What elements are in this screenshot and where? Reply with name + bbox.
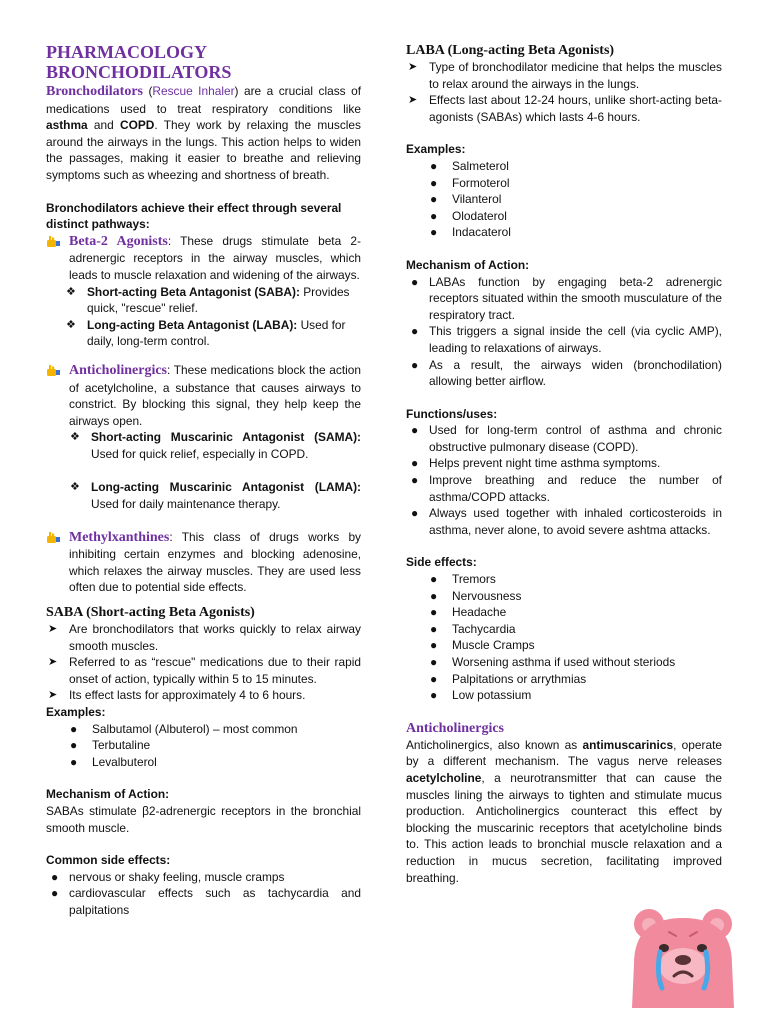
laba-side-effect: Tremors (452, 572, 496, 587)
list-item (406, 175, 722, 192)
list-item (406, 455, 722, 472)
arrow-right-icon: ➤ (48, 623, 58, 636)
dot-icon: ● (430, 638, 438, 653)
dot-icon: ● (411, 324, 419, 339)
saba-example: Levalbuterol (92, 754, 157, 769)
title-line-2: BRONCHODILATORS (46, 61, 232, 82)
diamond-icon: ❖ (70, 481, 80, 494)
saba-se-label: Common side effects: (46, 853, 171, 868)
dot-icon: ● (430, 225, 438, 240)
beta2-sub-laba-text: Used for daily, long-term control. (87, 317, 346, 349)
antichol-term: Anticholinergics (69, 362, 167, 378)
antichol-bold-2: acetylcholine (406, 770, 482, 785)
saba-points (46, 621, 361, 704)
dot-icon: ● (430, 688, 438, 703)
laba-side-effect: Low potassium (452, 688, 532, 703)
methyl-section (46, 529, 361, 596)
dot-icon: ● (411, 456, 419, 471)
antichol-sub-lama-bold: Long-acting Muscarinic Antagonist (LAMA): (91, 480, 361, 495)
beta2-sub-saba (46, 284, 361, 317)
beta2-sublist (46, 284, 361, 350)
laba-example: Olodaterol (452, 208, 507, 223)
saba-point (46, 621, 361, 654)
laba-function: Improve breathing and reduce the number of asthma/COPD attacks. (429, 473, 722, 504)
arrow-right-icon: ➤ (408, 94, 418, 107)
list-item (406, 637, 722, 654)
antichol-paragraph (406, 737, 722, 886)
antichol-heading: Anticholinergics (406, 720, 504, 736)
saba-examples-label: Examples: (46, 705, 106, 719)
dot-icon: ● (430, 671, 438, 686)
list-item (46, 721, 361, 738)
saba-point-text: Referred to as “rescue" medications due to their rapid onset of action, typically within 5 to 15 minutes. (69, 655, 361, 686)
antichol-item (46, 362, 361, 429)
beta2-sub-saba-text: Provides quick, "rescue" relief. (87, 284, 350, 316)
saba-side-effect: nervous or shaky feeling, muscle cramps (69, 869, 285, 884)
diamond-icon: ❖ (70, 431, 80, 444)
list-item (406, 621, 722, 638)
list-item (46, 737, 361, 754)
right-column (406, 42, 722, 886)
laba-moa-label: Mechanism of Action: (406, 257, 530, 272)
laba-se-label: Side effects: (406, 555, 477, 570)
beta2-text: : These drugs stimulate beta 2-adrenergic receptors in the airway muscles, which leads to muscle relaxation and widening of the airways. (69, 233, 361, 282)
antichol-sub-lama (50, 479, 361, 512)
dot-icon: ● (70, 738, 78, 753)
pointing-hand-icon (46, 531, 61, 544)
dot-icon: ● (411, 357, 419, 372)
laba-point-text: Effects last about 12-24 hours, unlike short-acting beta-agonists (SABAs) which lasts 4-6 hours. (429, 93, 722, 124)
laba-functions (406, 422, 722, 538)
list-item (406, 224, 722, 241)
beta2-item (46, 233, 361, 284)
laba-example: Indacaterol (452, 225, 511, 240)
laba-side-effect: Nervousness (452, 588, 522, 603)
intro-paren-open: ( (142, 84, 153, 98)
saba-point-text: Are bronchodilators that works quickly to relax airway smooth muscles. (69, 622, 361, 653)
left-column (46, 40, 361, 919)
antichol-text-3: , a neurotransmitter that can cause the muscles lining the airways to tighten and stimulate mucus production. Anticholinergics counteract this effect by blocking the muscarinic receptors that acetylcholine binds to. This action leads to bronchial muscle relaxation and a reduction in mucus secretion, facilitating improved breathing. (406, 770, 722, 885)
list-item (46, 885, 361, 918)
list-item (46, 869, 361, 886)
intro-copd: COPD (120, 118, 155, 133)
arrow-right-icon: ➤ (408, 61, 418, 73)
dot-icon: ● (411, 473, 419, 488)
title-line-1: PHARMACOLOGY (46, 42, 207, 62)
laba-moa (406, 274, 722, 390)
antichol-sub-sama-bold: Short-acting Muscarinic Antagonist (SAMA): (91, 430, 361, 445)
antichol-sub-lama-text: Used for daily maintenance therapy. (91, 497, 281, 512)
dot-icon: ● (430, 208, 438, 223)
laba-side-effect: Muscle Cramps (452, 638, 535, 653)
laba-heading: LABA (Long-acting Beta Agonists) (406, 43, 615, 58)
antichol-sub-sama-text: Used for quick relief, especially in COPD. (91, 446, 309, 461)
laba-side-effect: Worsening asthma if used without steriods (452, 655, 676, 669)
list-item (406, 687, 722, 704)
intro-text-1: are a crucial class of medications used to treat respiratory conditions like (46, 84, 361, 116)
laba-function: Always used together with inhaled corticosteroids in asthma, never alone, to avoid severe ashtma attacks. (429, 506, 722, 537)
dot-icon: ● (430, 655, 438, 669)
beta2-sub-laba (46, 317, 361, 350)
intro-term: Bronchodilators (46, 84, 143, 99)
dot-icon: ● (70, 721, 78, 736)
pointing-hand-icon (46, 364, 61, 377)
beta2-section (46, 233, 361, 284)
list-item (406, 654, 722, 671)
saba-moa-label: Mechanism of Action: (46, 787, 170, 802)
saba-point (46, 654, 361, 687)
dot-icon: ● (411, 423, 419, 438)
dot-icon: ● (430, 588, 438, 603)
list-item (406, 588, 722, 605)
laba-point (406, 59, 722, 92)
dot-icon: ● (430, 175, 438, 190)
list-item (406, 274, 722, 324)
laba-examples (406, 158, 722, 241)
diamond-icon: ❖ (66, 318, 76, 331)
pointing-hand-icon (46, 235, 61, 248)
laba-side-effect: Palpitations or arrythmias (452, 671, 587, 686)
beta2-sub-saba-bold: Short-acting Beta Antagonist (SABA): (87, 284, 300, 299)
saba-side-effects (46, 869, 361, 919)
intro-rescue: Rescue Inhaler (152, 84, 235, 98)
laba-moa-item: This triggers a signal inside the cell (via cyclic AMP), leading to relaxations of airways. (429, 324, 722, 355)
page-title (46, 43, 361, 82)
laba-function: Helps prevent night time asthma symptoms. (429, 456, 661, 471)
dot-icon: ● (430, 621, 438, 636)
laba-side-effect: Tachycardia (452, 621, 516, 636)
beta2-term: Beta-2 Agonists (69, 233, 168, 249)
dot-icon: ● (430, 158, 438, 173)
list-item (406, 323, 722, 356)
laba-moa-item: As a result, the airways widen (bronchodilation) allowing better airflow. (429, 357, 722, 389)
saba-example: Terbutaline (92, 738, 151, 753)
laba-moa-item: LABAs function by engaging beta-2 adrenergic receptors situated within the smooth musculature of the respiratory tract. (429, 274, 722, 322)
laba-points (406, 59, 722, 125)
dot-icon: ● (70, 754, 78, 769)
list-item (406, 158, 722, 175)
methyl-term: Methylxanthines (69, 529, 170, 545)
saba-heading: SABA (Short-acting Beta Agonists) (46, 605, 255, 621)
antichol-text-2: , operate by a different mechanism. The vagus nerve releases (406, 737, 722, 769)
list-item (406, 357, 722, 390)
diamond-icon: ❖ (66, 285, 76, 298)
methyl-text: : This class of drugs works by inhibiting certain enzymes and blocking adenosine, which relaxes the airway muscles. They are used less often due to potential side effects. (69, 529, 361, 595)
arrow-right-icon: ➤ (48, 656, 58, 669)
saba-point-text: Its effect lasts for approximately 4 to 6 hours. (69, 688, 306, 703)
antichol-text-1: Anticholinergics, also known as (406, 737, 583, 752)
list-item (406, 191, 722, 208)
dot-icon: ● (51, 886, 59, 901)
laba-examples-label: Examples: (406, 142, 466, 157)
laba-function: Used for long-term control of asthma and chronic obstructive pulmonary disease (COPD). (429, 423, 722, 454)
pathways-intro: Bronchodilators achieve their effect through several distinct pathways: (46, 200, 342, 232)
saba-examples (46, 721, 361, 771)
laba-side-effect: Headache (452, 605, 507, 620)
dot-icon: ● (411, 274, 419, 289)
laba-point (406, 92, 722, 125)
crying-bear-icon (624, 904, 742, 1008)
dot-icon: ● (430, 572, 438, 587)
dot-icon: ● (430, 192, 438, 207)
intro-text-2: and (87, 118, 121, 133)
intro-asthma: asthma (46, 118, 88, 133)
antichol-text: : These medications block the action of acetylcholine, a substance that causes airways to constrict. By blocking this signal, they help keep the airways open. (69, 362, 361, 428)
laba-point-text: Type of bronchodilator medicine that helps the muscles to relax around the airways in the lungs. (429, 60, 722, 91)
list-item (406, 472, 722, 505)
antichol-bold-1: antimuscarinics (582, 737, 674, 752)
list-item (406, 604, 722, 621)
dot-icon: ● (430, 605, 438, 620)
saba-point (46, 687, 361, 704)
laba-func-label: Functions/uses: (406, 406, 498, 421)
dot-icon: ● (51, 869, 59, 884)
antichol-sublist (46, 429, 361, 512)
list-item (406, 208, 722, 225)
laba-example: Vilanterol (452, 192, 502, 207)
dot-icon: ● (411, 506, 419, 521)
intro-text-3: . They work by relaxing the muscles around the airways in the lungs. This action helps to widen the passages, making it easier to breathe and relieving symptoms such as wheezing and shortness of breath. (46, 118, 361, 182)
arrow-right-icon: ➤ (48, 689, 58, 702)
saba-example: Salbutamol (Albuterol) – most common (92, 721, 298, 736)
laba-example: Salmeterol (452, 158, 509, 173)
list-item (406, 505, 722, 538)
intro-paren-close: ) (234, 84, 239, 98)
saba-side-effect: cardiovascular effects such as tachycardia and palpitations (69, 886, 361, 917)
antichol-section (46, 362, 361, 429)
list-item (406, 422, 722, 455)
methyl-item (46, 529, 361, 596)
saba-moa-text: SABAs stimulate β2-adrenergic receptors in the bronchial smooth muscle. (46, 803, 361, 835)
antichol-sub-sama (50, 429, 361, 462)
list-item (406, 671, 722, 688)
laba-example: Formoterol (452, 175, 510, 190)
beta2-sub-laba-bold: Long-acting Beta Antagonist (LABA): (87, 317, 298, 332)
list-item (46, 754, 361, 771)
laba-side-effects (406, 571, 722, 704)
list-item (406, 571, 722, 588)
intro-paragraph (46, 83, 361, 184)
